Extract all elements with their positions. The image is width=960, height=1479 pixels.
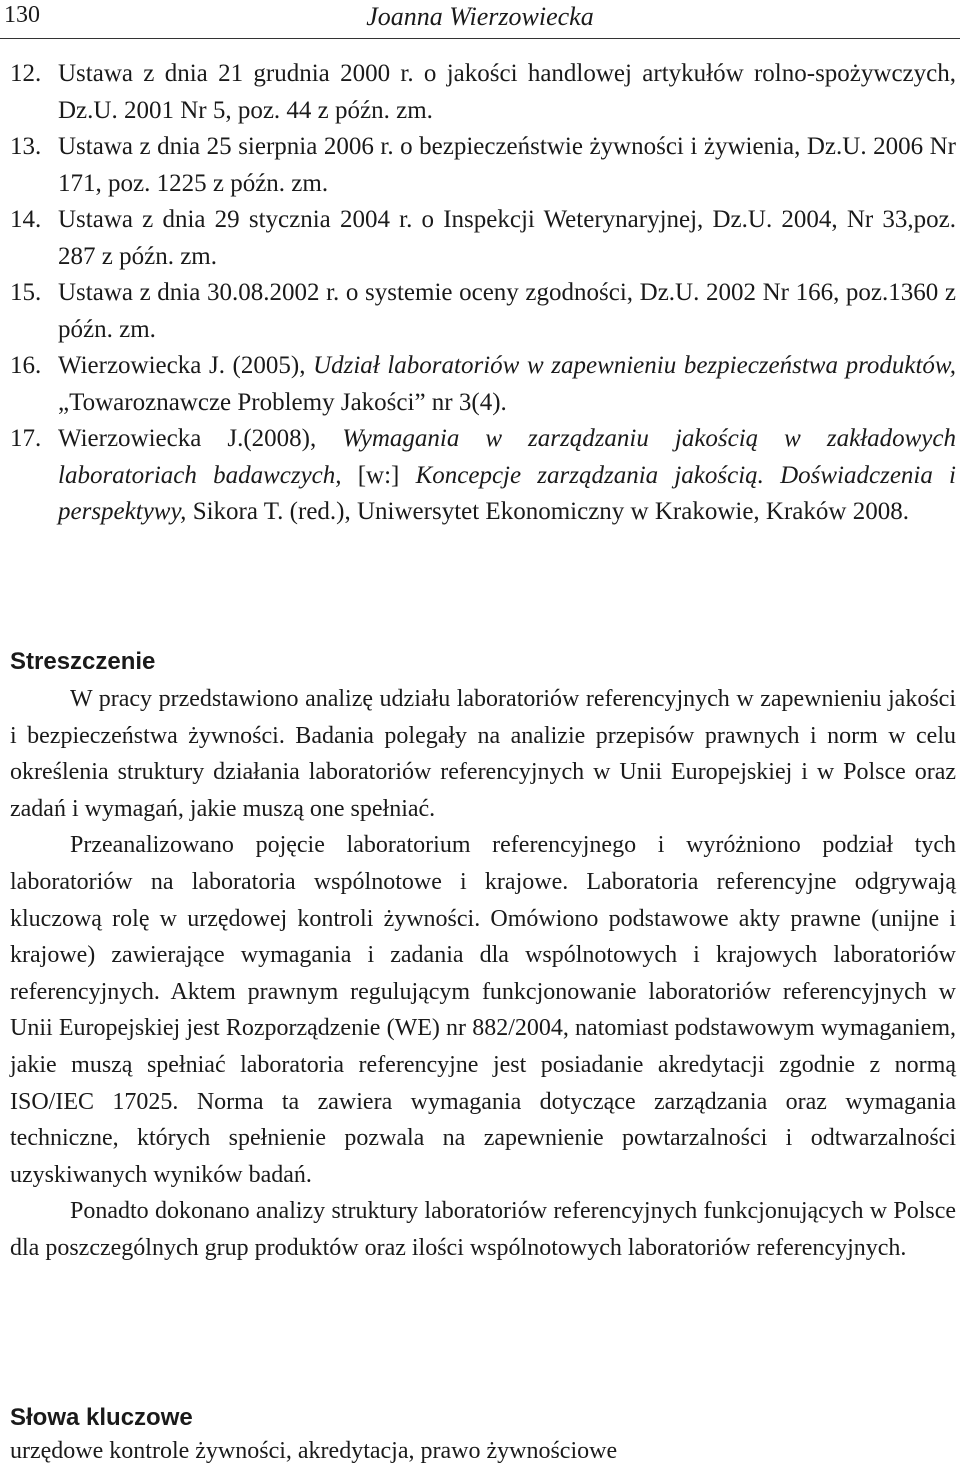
reference-item: [10, 202, 956, 275]
reference-text: Ustawa z dnia 25 sierpnia 2006 r. o bezpieczeństwie żywności i żywienia, Dz.U. 2006 Nr 171, poz. 1225 z późn. zm.: [58, 133, 956, 197]
reference-book-title: Koncepcje zarządzania jakością. Doświadczenia i perspektywy,: [58, 461, 956, 525]
reference-item: [10, 348, 956, 421]
reference-number: 16.: [10, 352, 42, 379]
abstract-paragraph: Ponadto dokonano analizy struktury laboratoriów referencyjnych funkcjonujących w Polsce dla poszczególnych grup produktów oraz ilości wspólnotowych laboratoriów referencyjnych.: [10, 1198, 956, 1261]
reference-text: Ustawa z dnia 30.08.2002 r. o systemie oceny zgodności, Dz.U. 2002 Nr 166, poz.1360 z późn. zm.: [58, 279, 956, 343]
abstract-heading: Streszczenie: [10, 648, 156, 675]
abstract-paragraph: Przeanalizowano pojęcie laboratorium referencyjnego i wyróżniono podział tych laboratoriów na laboratoria wspólnotowe i krajowe. Laboratoria referencyjne odgrywają kluczową rolę w urzędowej kontroli żywności. Omówiono podstawowe akty prawne (unijne i krajowe) zawierające wymagania i zadania dla wspólnotowych i krajowych laboratoriów referencyjnych. Aktem prawnym regulującym funkcjonowanie laboratoriów referencyjnych w Unii Europejskiej jest Rozporządzenie (WE) nr 882/2004, natomiast podstawowym wymaganiem, jakie muszą spełniać laboratoria referencyjne jest posiadanie akredytacji zgodnie z normą ISO/IEC 17025. Norma ta zawiera wymagania dotyczące zarządzania oraz wymagania techniczne, których spełnienie pozwala na zapewnienie powtarzalności i odtwarzalności uzyskiwanych wyników badań.: [10, 832, 956, 1188]
reference-text: Ustawa z dnia 29 stycznia 2004 r. o Inspekcji Weterynaryjnej, Dz.U. 2004, Nr 33,poz. 287 z późn. zm.: [58, 206, 956, 270]
reference-item: [10, 275, 956, 348]
reference-item: [10, 421, 956, 531]
reference-in: [w:]: [341, 461, 416, 489]
abstract-body: [10, 681, 956, 1267]
reference-title: Wymagania w zarządzaniu jakością w zakładowych laboratoriach badawczych,: [58, 425, 956, 489]
keywords-heading: Słowa kluczowe: [10, 1404, 193, 1431]
reference-list: [10, 56, 956, 531]
page-header: [0, 0, 960, 39]
reference-title: Udział laboratoriów w zapewnieniu bezpieczeństwa produktów,: [313, 352, 957, 379]
reference-item: [10, 129, 956, 202]
reference-item: [10, 56, 956, 129]
reference-source: „Towaroznawcze Problemy Jakości” nr 3(4).: [58, 388, 507, 416]
reference-number: 15.: [10, 279, 42, 306]
reference-number: 17.: [10, 425, 42, 452]
keywords-text: urzędowe kontrole żywności, akredytacja, prawo żywnościowe: [10, 1438, 618, 1464]
reference-author: Wierzowiecka J.(2008),: [58, 425, 343, 452]
reference-text: Ustawa z dnia 21 grudnia 2000 r. o jakości handlowej artykułów rolno-spożywczych, Dz.U. 2001 Nr 5, poz. 44 z późn. zm.: [58, 60, 956, 124]
reference-source: Sikora T. (red.), Uniwersytet Ekonomiczny w Krakowie, Kraków 2008.: [186, 498, 909, 525]
reference-number: 14.: [10, 206, 42, 233]
page-number: 130: [4, 2, 40, 28]
abstract-paragraph: W pracy przedstawiono analizę udziału laboratoriów referencyjnych w zapewnieniu jakości i bezpieczeństwa żywności. Badania polegały na analizie przepisów prawnych i norm w celu określenia struktury działania laboratoriów referencyjnych w Unii Europejskiej i w Polsce oraz zadań i wymagań, jakie muszą one spełniać.: [10, 686, 956, 822]
reference-number: 13.: [10, 133, 42, 160]
running-head: Joanna Wierzowiecka: [366, 2, 594, 31]
reference-number: 12.: [10, 60, 42, 87]
reference-author: Wierzowiecka J. (2005),: [58, 352, 314, 379]
